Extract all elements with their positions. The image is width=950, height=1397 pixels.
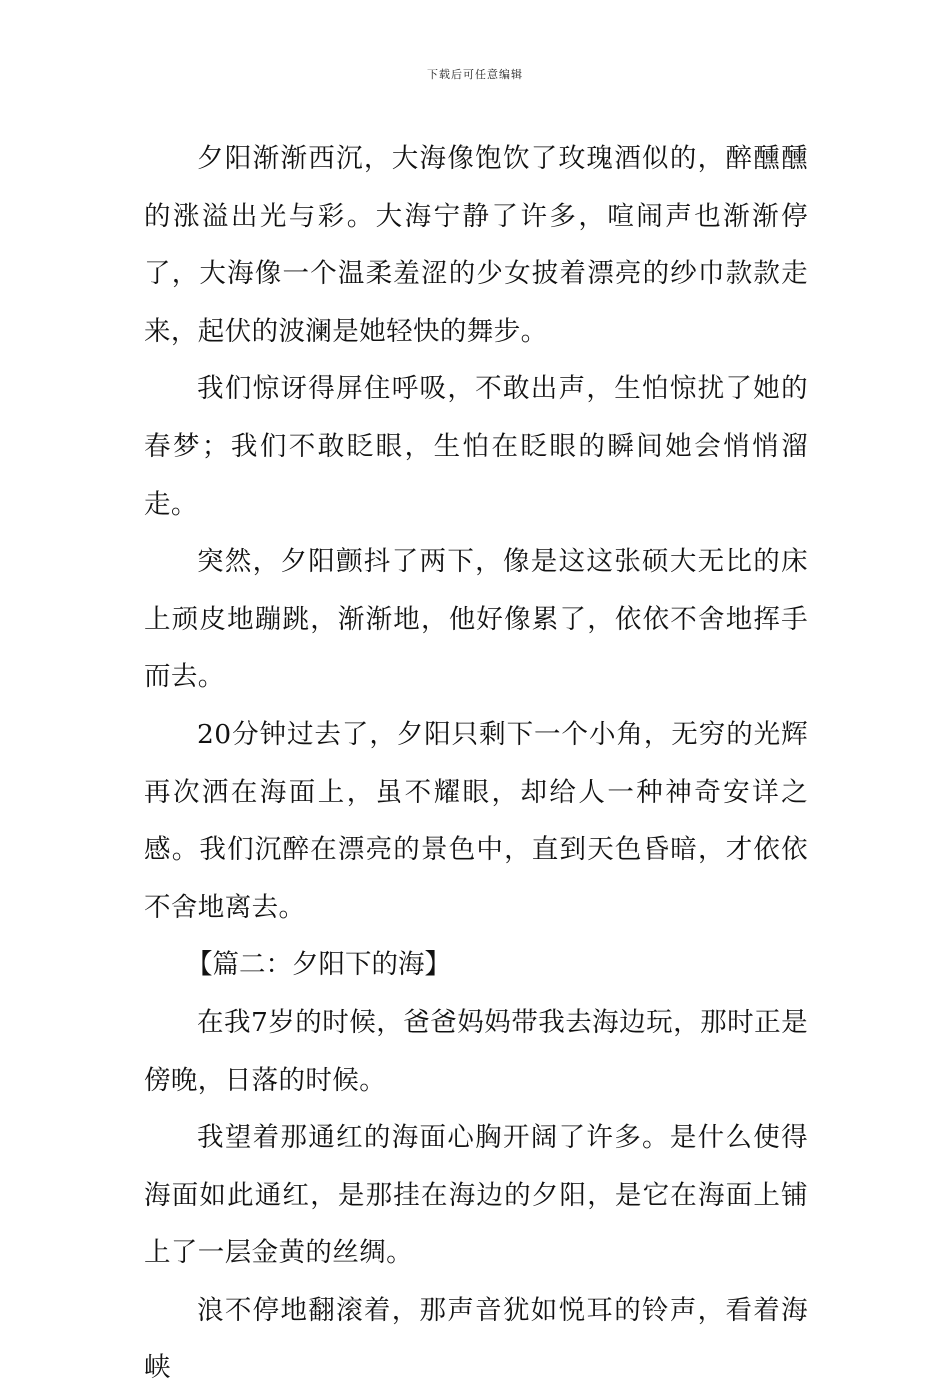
paragraph: 夕阳渐渐西沉，大海像饱饮了玫瑰酒似的，醉醺醺的涨溢出光与彩。大海宁静了许多，喧闹声也渐渐停了，大海像一个温柔羞涩的少女披着漂亮的纱巾款款走来，起伏的波澜是她轻快的舞步。 <box>144 143 808 347</box>
document-body <box>144 130 808 1397</box>
paragraph: 20分钟过去了，夕阳只剩下一个小角，无穷的光辉再次洒在海面上，虽不耀眼，却给人一种神奇安详之感。我们沉醉在漂亮的景色中，直到天色昏暗，才依依不舍地离去。 <box>144 718 808 923</box>
section-title: 【篇二：夕阳下的海】 <box>186 949 451 981</box>
paragraph: 浪不停地翻滚着，那声音犹如悦耳的铃声，看着海峡 <box>144 1294 808 1384</box>
paragraph: 在我7岁的时候，爸爸妈妈带我去海边玩，那时正是傍晚，日落的时候。 <box>144 1006 808 1096</box>
paragraph: 突然，夕阳颤抖了两下，像是这这张硕大无比的床上顽皮地蹦跳，渐渐地，他好像累了，依依不舍地挥手而去。 <box>144 546 808 693</box>
paragraph: 我望着那通红的海面心胸开阔了许多。是什么使得海面如此通红，是那挂在海边的夕阳，是它在海面上铺上了一层金黄的丝绸。 <box>144 1122 808 1269</box>
paragraph: 我们惊讶得屏住呼吸，不敢出声，生怕惊扰了她的春梦；我们不敢眨眼，生怕在眨眼的瞬间她会悄悄溜走。 <box>144 373 808 520</box>
page-header-note: 下载后可任意编辑 <box>427 68 523 81</box>
